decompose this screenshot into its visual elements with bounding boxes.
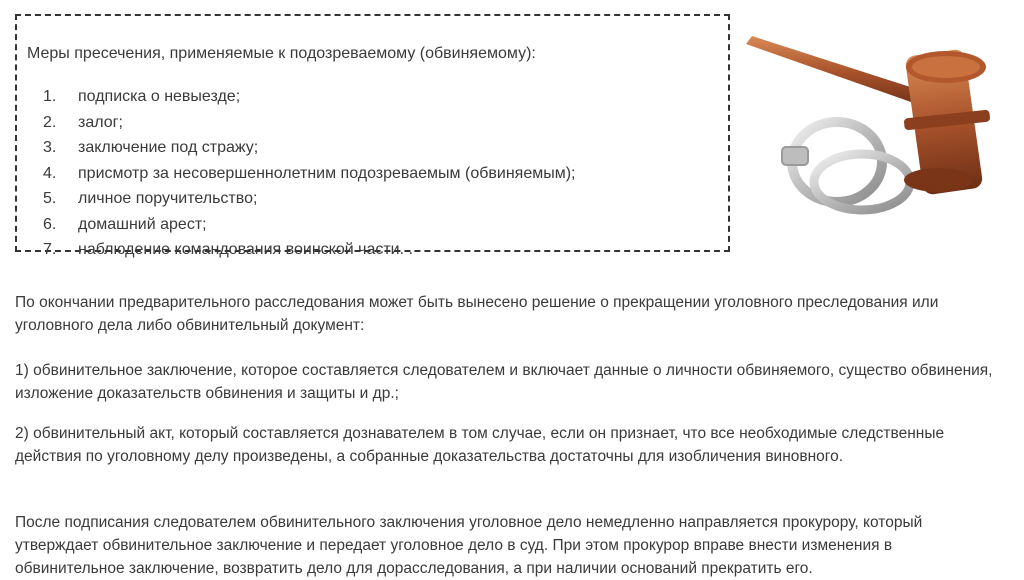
item-number: 5. [43, 190, 57, 207]
paragraph-indictment: 1) обвинительное заключение, которое составляется следователем и включает данные о личности обвиняемого, существо обвинения, изложение доказательств обвинения и защиты и др.; [15, 362, 993, 402]
item-number: 6. [43, 215, 57, 233]
paragraph-act: 2) обвинительный акт, который составляется дознавателем в том случае, если он признает, что все необходимые следственные действия по уголовному делу произведены, а собранные доказательства достаточны для изобличения виновного. [15, 425, 945, 465]
measures-title: Меры пресечения, применяемые к подозреваемому (обвиняемому): [27, 45, 536, 62]
paragraph-prosecutor: После подписания следователем обвинительного заключения уголовное дело немедленно направляется прокурору, который утверждает обвинительное заключение и передает уголовное дело в суд. При этом прокурор вправе внести изменения в обвинительное заключение, возвратить дело для дорасследования, а при наличии оснований прекратить его. [15, 514, 923, 577]
item-text: домашний арест; [78, 215, 207, 233]
item-text: личное поручительство; [78, 190, 258, 207]
paragraph-intro: По окончании предварительного расследования может быть вынесено решение о прекращении уголовного преследования или уголовного дела либо обвинительный документ: [15, 294, 939, 334]
item-text: заключение под стражу; [78, 139, 259, 156]
gavel-handle [746, 36, 932, 108]
list-item [43, 163, 576, 189]
item-text: присмотр за несовершеннолетним подозреваемым (обвиняемым); [78, 164, 576, 182]
gavel-head [904, 49, 991, 196]
item-number: 1. [43, 88, 57, 105]
item-number: 2. [43, 113, 57, 131]
gavel-and-handcuffs-icon [742, 22, 1012, 222]
item-text: залог; [78, 113, 123, 131]
item-text: подписка о невыезде; [78, 88, 241, 105]
item-text: наблюдение командования воинской части. . [78, 241, 413, 258]
list-item [43, 188, 576, 214]
item-number: 3. [43, 139, 57, 156]
list-item [43, 239, 576, 265]
list-item [43, 112, 576, 138]
handcuffs-icon [782, 122, 910, 210]
list-item [43, 86, 576, 112]
list-item [43, 137, 576, 163]
item-number: 7. [43, 241, 57, 258]
item-number: 4. [43, 164, 57, 182]
measures-list [43, 86, 576, 265]
list-item [43, 214, 576, 240]
